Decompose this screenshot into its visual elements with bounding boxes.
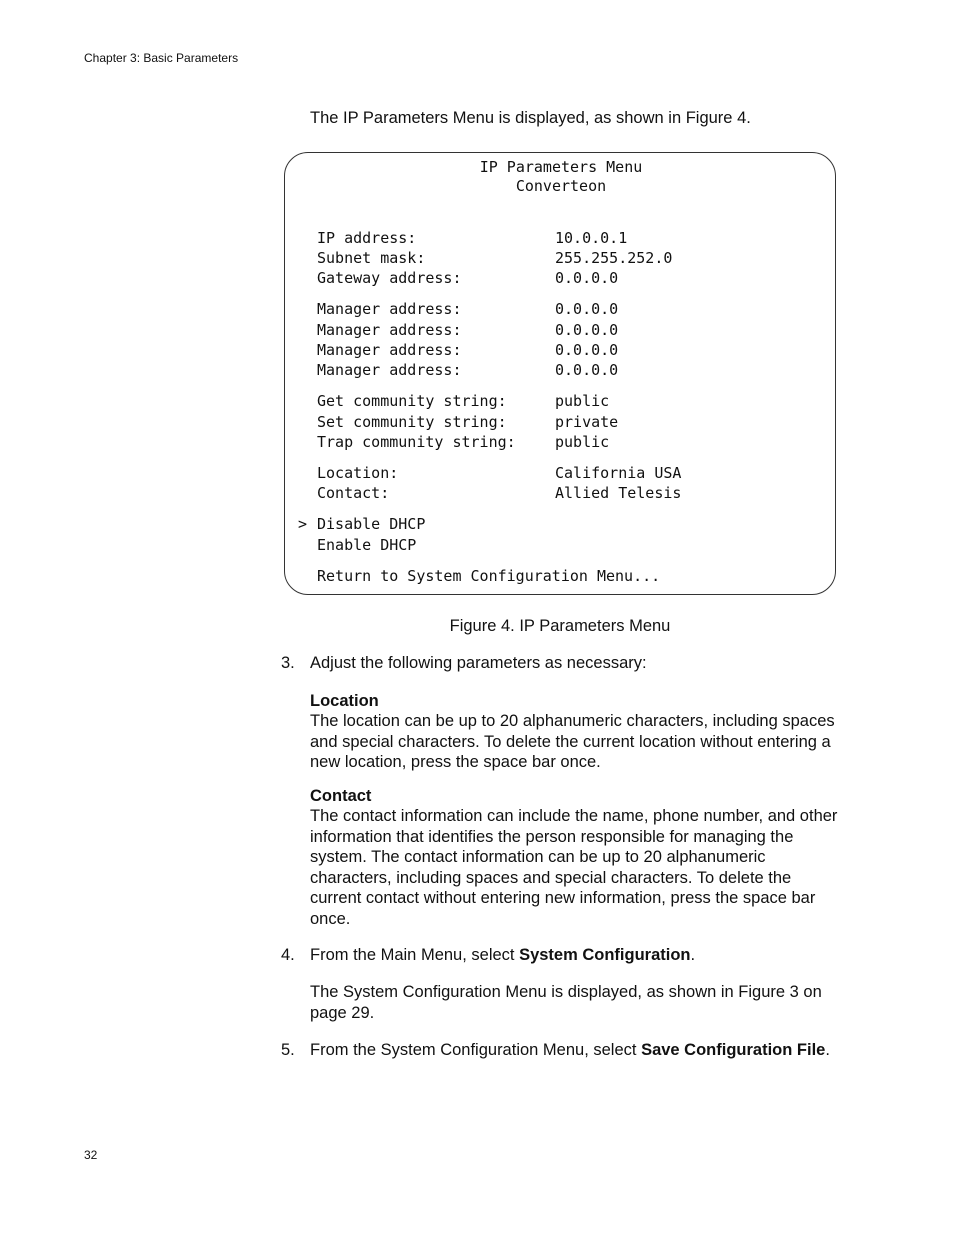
step-4-pre: From the Main Menu, select <box>310 946 520 964</box>
step-3-text: Adjust the following parameters as necessary: <box>310 654 647 672</box>
field-label-manager-2: Manager address: <box>317 321 462 339</box>
field-value-manager-2: 0.0.0.0 <box>555 321 619 339</box>
menu-option-return[interactable]: Return to System Configuration Menu... <box>317 567 661 585</box>
step-4-number: 4. <box>281 946 295 964</box>
step-5-text <box>310 1040 840 1061</box>
contact-description: The contact information can include the name, phone number, and other information that identifies the person responsible for managing the system. The contact information can be up to 20 alphanumeric characters, including spaces and special characters. To delete the current contact without entering new information, press the space bar once. <box>310 807 838 928</box>
field-value-subnet-mask: 255.255.252.0 <box>555 249 673 267</box>
field-value-gateway: 0.0.0.0 <box>555 269 619 287</box>
step-4-note: The System Configuration Menu is displayed, as shown in Figure 3 on page 29. <box>310 983 822 1022</box>
selection-cursor: > <box>298 515 308 533</box>
field-label-ip-address: IP address: <box>317 229 417 247</box>
field-value-ip-address: 10.0.0.1 <box>555 229 628 247</box>
step-3-number: 3. <box>281 654 295 672</box>
page-number: 32 <box>84 1148 98 1162</box>
field-value-set-community: private <box>555 413 619 431</box>
step-5-pre: From the System Configuration Menu, select <box>310 1041 642 1059</box>
field-value-contact: Allied Telesis <box>555 484 682 502</box>
terminal-screen <box>284 152 836 595</box>
field-label-trap-community: Trap community string: <box>317 433 516 451</box>
step-5-menu-name: Save Configuration File <box>641 1041 826 1059</box>
running-header: Chapter 3: Basic Parameters <box>84 51 239 65</box>
step-4-post: . <box>690 946 696 964</box>
step-4-text <box>310 945 840 966</box>
step-5-post: . <box>825 1041 830 1059</box>
field-label-gateway: Gateway address: <box>317 269 462 287</box>
field-label-manager-1: Manager address: <box>317 300 462 318</box>
field-value-manager-4: 0.0.0.0 <box>555 361 619 379</box>
field-value-manager-1: 0.0.0.0 <box>555 300 619 318</box>
step-4-menu-name: System Configuration <box>519 946 691 964</box>
field-label-manager-4: Manager address: <box>317 361 462 379</box>
terminal-subtitle: Converteon <box>515 177 607 195</box>
field-value-get-community: public <box>555 392 610 410</box>
field-label-subnet-mask: Subnet mask: <box>317 249 426 267</box>
field-label-manager-3: Manager address: <box>317 341 462 359</box>
terminal-title: IP Parameters Menu <box>479 158 643 176</box>
field-value-location: California USA <box>555 464 682 482</box>
field-label-location: Location: <box>317 464 399 482</box>
menu-option-enable-dhcp[interactable]: Enable DHCP <box>317 536 417 554</box>
intro-paragraph: The IP Parameters Menu is displayed, as shown in Figure 4. <box>310 109 751 127</box>
field-label-get-community: Get community string: <box>317 392 507 410</box>
step-5-number: 5. <box>281 1041 295 1059</box>
contact-heading: Contact <box>310 787 372 805</box>
location-description: The location can be up to 20 alphanumeric characters, including spaces and special characters. To delete the current location without entering a new location, press the space bar once. <box>310 712 835 771</box>
field-value-trap-community: public <box>555 433 610 451</box>
location-heading: Location <box>310 692 379 710</box>
figure-caption: Figure 4. IP Parameters Menu <box>449 617 671 635</box>
field-label-contact: Contact: <box>317 484 390 502</box>
field-value-manager-3: 0.0.0.0 <box>555 341 619 359</box>
field-label-set-community: Set community string: <box>317 413 507 431</box>
menu-option-disable-dhcp[interactable]: Disable DHCP <box>317 515 426 533</box>
